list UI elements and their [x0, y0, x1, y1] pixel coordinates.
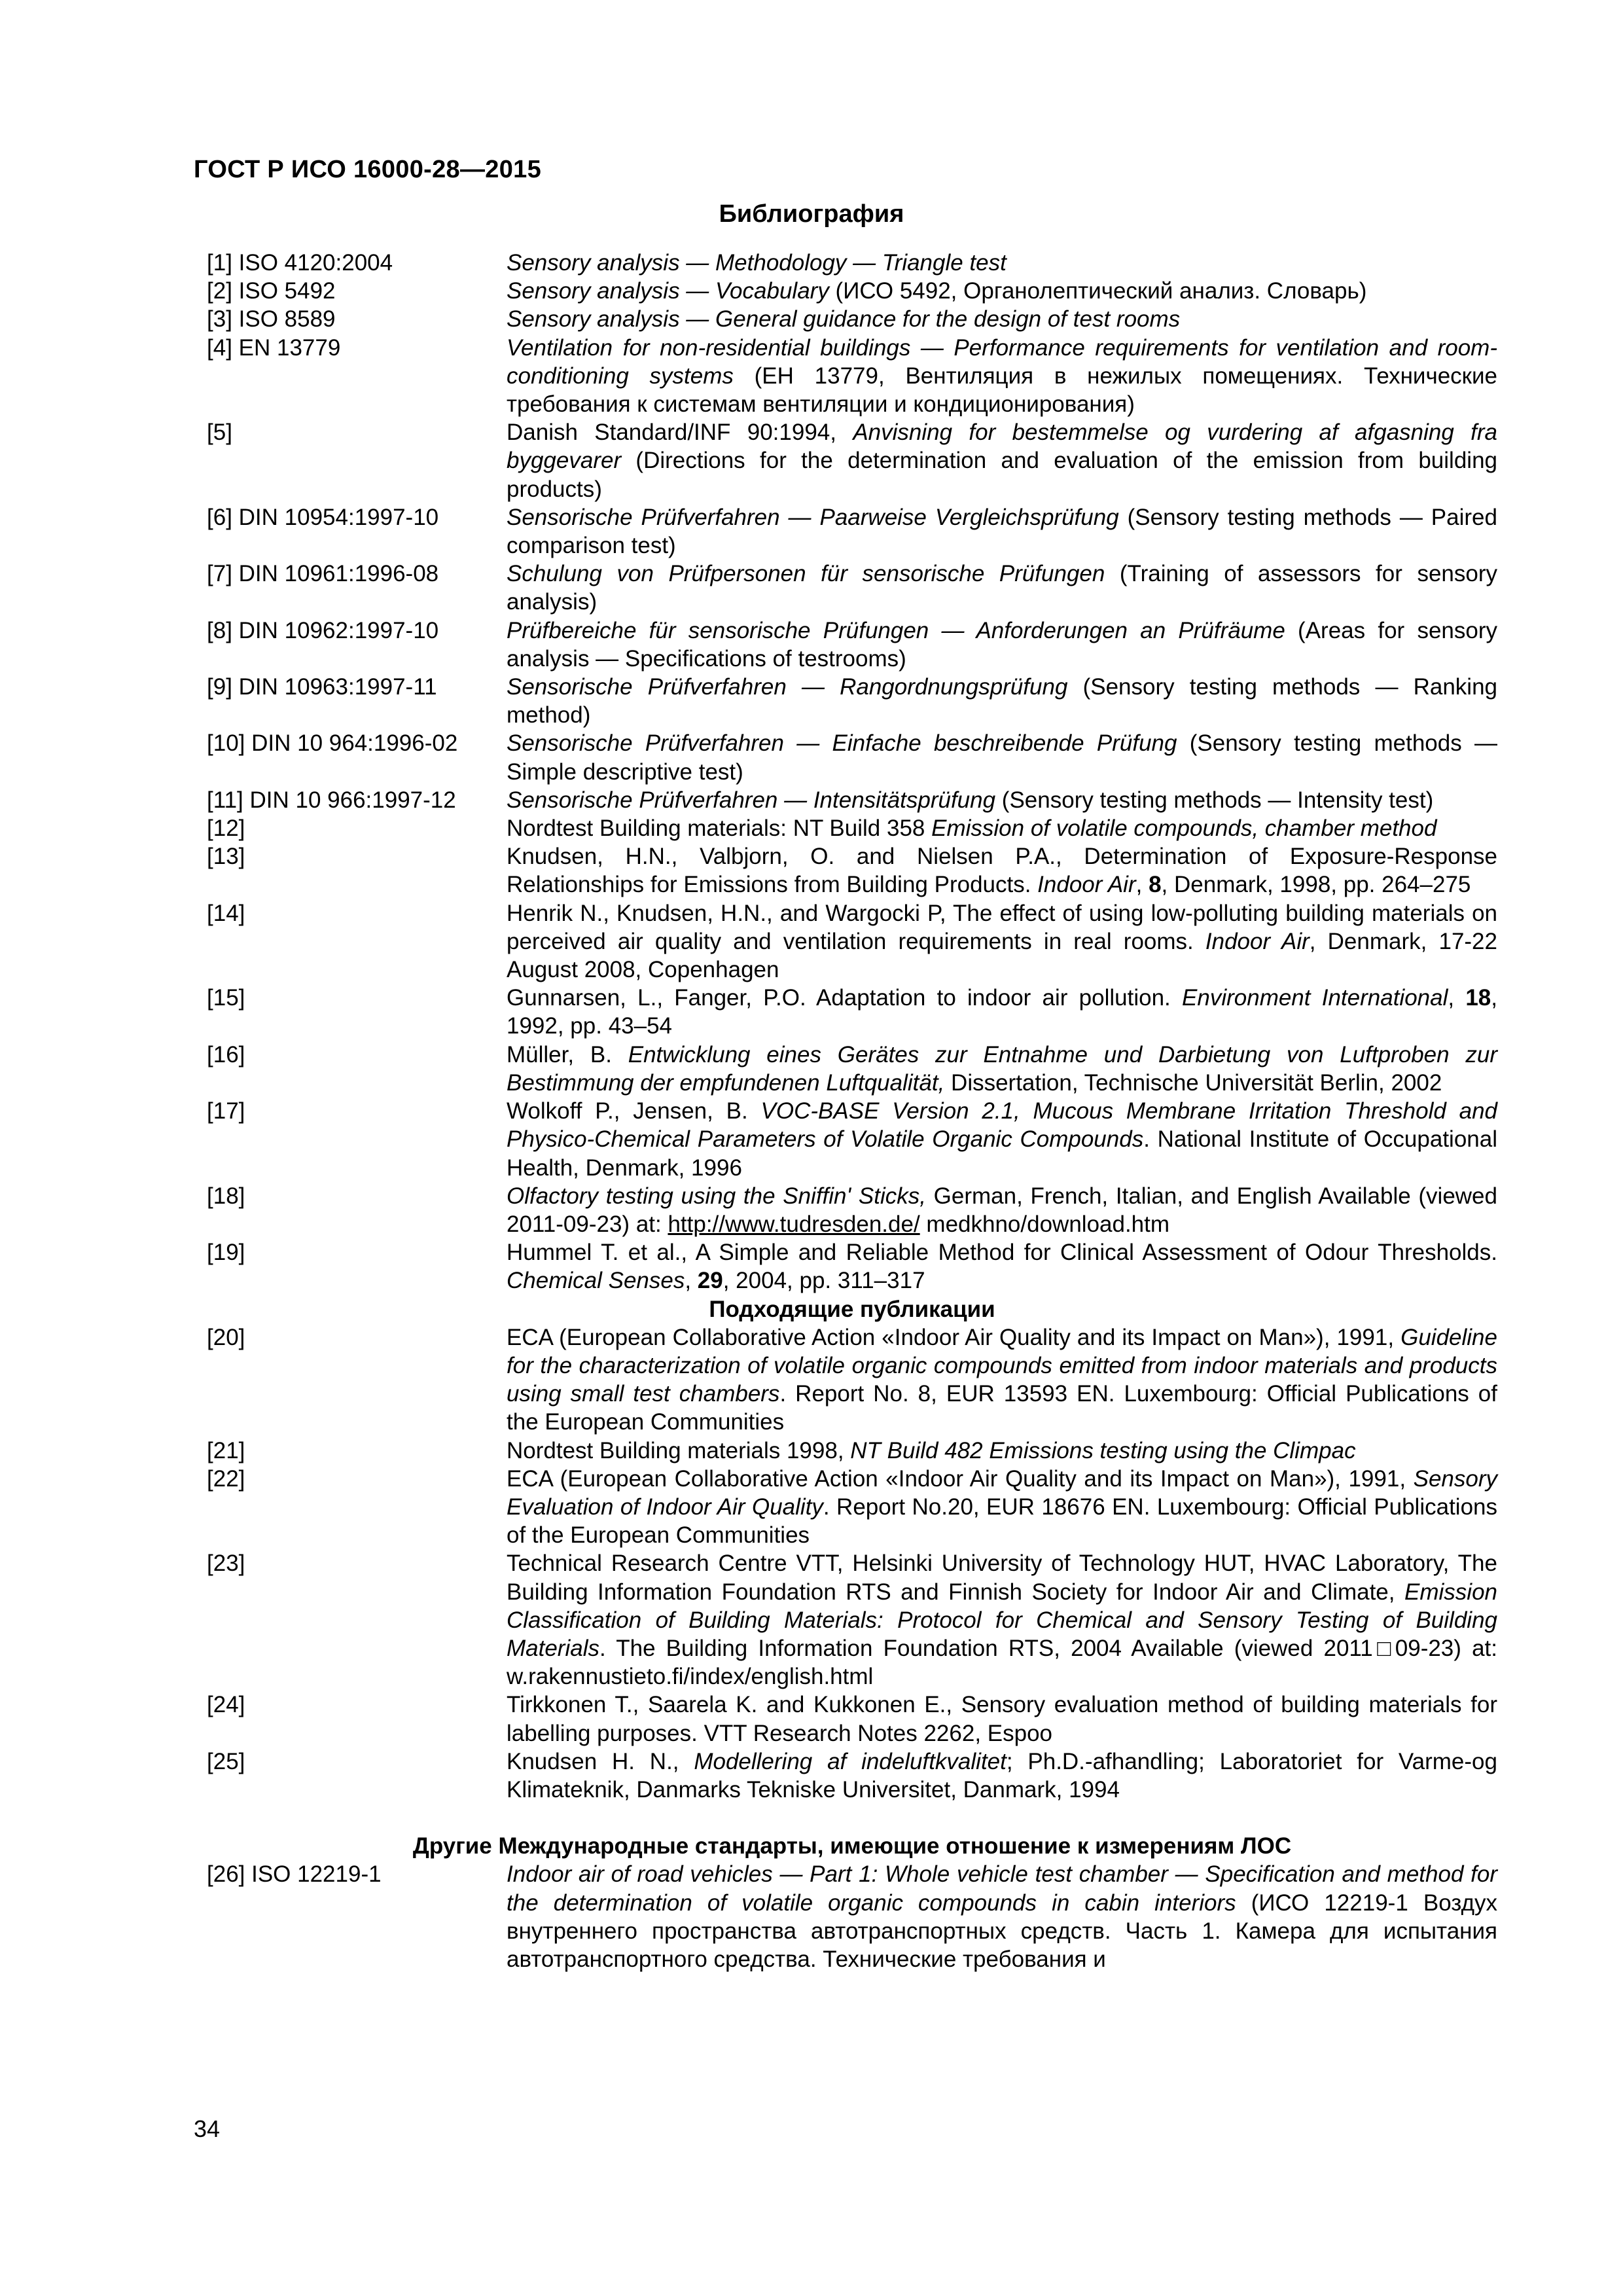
page-number: 34 — [194, 2115, 221, 2142]
entry-segment: (Training of assessors for sensory analysis) — [507, 561, 1497, 615]
entry-text — [507, 1748, 1497, 1804]
entry-segment: , 2004, pp. 311–317 — [722, 1268, 925, 1294]
section-heading: Другие Международные стандарты, имеющие отношение к измерениям ЛОС — [412, 1833, 1292, 1859]
entry-segment: Henrik N., Knudsen, H.N., and Wargocki P, The effect of using low-polluting building materials on perceived air quality and ventilation requirements in real rooms. — [507, 900, 1497, 954]
entry-segment: Sensorische Prüfverfahren — Rangordnungsprüfung — [507, 674, 1068, 700]
entry-segment: Sensorische Prüfverfahren — Intensitätsprüfung — [507, 787, 996, 813]
entry-text — [507, 418, 1497, 503]
entry-reference: [21] — [207, 1437, 245, 1463]
entry-reference: [3] ISO 8589 — [207, 306, 336, 332]
entry-text — [507, 249, 1497, 277]
entry-text — [507, 1465, 1497, 1550]
entry-text — [507, 560, 1497, 616]
entry-text — [507, 1437, 1497, 1465]
entry-segment: Ventilation for non-residential buildings — Performance requirements for ventilation and room-conditioning systems — [507, 334, 1497, 389]
entry-reference: [10] DIN 10 964:1996-02 — [207, 730, 458, 757]
entry-reference: [6] DIN 10954:1997-10 — [207, 504, 439, 530]
bibliography-entry — [207, 277, 1497, 305]
bibliography-entry — [207, 1691, 1497, 1747]
entry-reference: [11] DIN 10 966:1997-12 — [207, 787, 456, 813]
entry-segment: Guideline for the characterization of volatile organic compounds emitted from indoor materials and products using small test chambers — [507, 1324, 1497, 1407]
bibliography-entry — [207, 418, 1497, 503]
entry-reference: [8] DIN 10962:1997-10 — [207, 617, 439, 643]
entry-segment: Environment International — [1182, 985, 1448, 1011]
entry-segment: Indoor Air — [1037, 872, 1136, 898]
bibliography-entry — [207, 305, 1497, 333]
entry-text — [507, 277, 1497, 305]
entry-text — [507, 729, 1497, 785]
entry-reference: [4] EN 13779 — [207, 334, 341, 361]
entry-segment: VOC-BASE Version 2.1, Mucous Membrane Irritation Threshold and Physico-Chemical Parameters of Volatile Organic Compounds — [507, 1098, 1497, 1153]
entry-reference: [12] — [207, 816, 245, 842]
entry-reference: [13] — [207, 844, 245, 870]
entry-segment: Danish Standard/INF 90:1994, — [507, 420, 853, 446]
entry-text — [507, 1860, 1497, 1973]
entry-segment: (Areas for sensory analysis — Specifications of testrooms) — [507, 617, 1497, 672]
entry-segment: Emission Classification of Building Materials: Protocol for Chemical and Sensory Testing of Building Materials — [507, 1579, 1497, 1661]
entry-reference: [22] — [207, 1465, 245, 1492]
entry-segment: . Report No.20, EUR 18676 EN. Luxembourg: Official Publications of the European Communities — [507, 1494, 1497, 1549]
entry-segment: Nordtest Building materials: NT Build 358 — [507, 816, 932, 842]
entry-segment: Dissertation, Technische Universität Berlin, 2002 — [944, 1069, 1442, 1096]
entry-segment: 18 — [1465, 985, 1491, 1011]
entry-segment: Indoor Air — [1205, 928, 1310, 954]
entry-segment: (Sensory testing methods — Ranking method) — [507, 674, 1498, 728]
entry-segment: ; Ph.D.-afhandling; Laboratoriet for Varme-og Klimateknik, Danmarks Tekniske Universitet, Danmark, 1994 — [507, 1748, 1497, 1803]
entry-segment: , Denmark, 1998, pp. 264–275 — [1161, 872, 1471, 898]
entry-text — [507, 786, 1497, 814]
entry-segment: Prüfbereiche für sensorische Prüfungen — Anforderungen an Prüfräume — [507, 617, 1285, 643]
page-title: Библиография — [719, 200, 904, 228]
entry-text — [507, 814, 1497, 842]
bibliography-entry — [207, 1323, 1497, 1437]
entry-segment: (ИСО 5492, Органолептический анализ. Словарь) — [829, 278, 1367, 304]
entry-segment: Technical Research Centre VTT, Helsinki University of Technology HUT, HVAC Laboratory, The Building Information Foundation RTS and Finnish Society for Indoor Air and Climate, — [507, 1551, 1497, 1605]
entry-segment: Indoor air of road vehicles — Part 1: Whole vehicle test chamber — Specification and method for the determination of volatile organic compounds in cabin interiors — [507, 1861, 1497, 1916]
bibliography-entry — [207, 1465, 1497, 1550]
entry-reference: [7] DIN 10961:1996-08 — [207, 561, 439, 587]
entry-segment: , — [1448, 985, 1466, 1011]
entry-segment: Entwicklung eines Gerätes zur Entnahme und Darbietung von Luftproben zur Bestimmung der empfundenen Luftqualität, — [507, 1041, 1497, 1096]
entry-segment: Olfactory testing using the Sniffin' Sticks, — [507, 1183, 926, 1209]
entry-segment: Sensory analysis — General guidance for the design of test rooms — [507, 306, 1181, 332]
entry-text — [507, 503, 1497, 560]
bibliography-entry — [207, 814, 1497, 842]
bibliography-entry — [207, 786, 1497, 814]
entry-reference: [9] DIN 10963:1997-11 — [207, 674, 437, 700]
entry-text — [507, 1691, 1497, 1747]
entry-segment: Knudsen, H.N., Valbjorn, O. and Nielsen P.A., Determination of Exposure-Response Relationships for Emissions from Building Products. — [507, 844, 1497, 898]
bibliography-entry — [207, 1549, 1497, 1691]
entry-text — [507, 984, 1497, 1040]
bibliography-entry — [207, 1238, 1497, 1295]
entry-segment: NT Build 482 Emissions testing using the Climpac — [850, 1437, 1356, 1463]
bibliography-entry — [207, 560, 1497, 616]
entry-segment: Knudsen H. N., — [507, 1748, 694, 1774]
bibliography-list — [207, 249, 1497, 1973]
entry-segment: 29 — [697, 1268, 723, 1294]
entry-segment: Sensory analysis — Methodology — Triangle test — [507, 250, 1007, 276]
entry-segment: (Sensory testing methods — Simple descriptive test) — [507, 730, 1497, 785]
entry-segment: (Sensory testing methods — Paired comparison test) — [507, 504, 1497, 559]
entry-segment: . National Institute of Occupational Health, Denmark, 1996 — [507, 1126, 1497, 1181]
entry-segment: , — [1135, 872, 1149, 898]
entry-segment: . The Building Information Foundation RTS, 2004 Available (viewed 2011□09-23) at: w.rakennustieto.fi/index/english.html — [507, 1635, 1497, 1690]
entry-reference: [14] — [207, 900, 245, 926]
entry-segment: ECA (European Collaborative Action «Indoor Air Quality and its Impact on Man»), 1991, — [507, 1465, 1414, 1492]
entry-reference: [18] — [207, 1183, 245, 1209]
section-heading: Подходящие публикации — [709, 1296, 995, 1322]
entry-text — [507, 842, 1497, 899]
entry-segment: , 1992, pp. 43–54 — [507, 985, 1498, 1039]
entry-segment: Sensorische Prüfverfahren — Einfache beschreibende Prüfung — [507, 730, 1177, 757]
entry-reference: [5] — [207, 420, 232, 446]
entry-segment: Modellering af indeluftkvalitet — [694, 1748, 1007, 1774]
entry-segment: (ИСО 12219-1 Воздух внутреннего пространства автотранспортных средств. Часть 1. Камера для испытания автотранспортного средства. Технические требования и — [507, 1890, 1497, 1972]
entry-text — [507, 1097, 1497, 1182]
bibliography-entry — [207, 617, 1497, 673]
bibliography-entry — [207, 673, 1497, 729]
entry-segment: (Sensory testing methods — Intensity test) — [995, 787, 1434, 813]
bibliography-entry — [207, 334, 1497, 419]
entry-text — [507, 1238, 1497, 1295]
entry-segment: Schulung von Prüfpersonen für sensorische Prüfungen — [507, 561, 1105, 587]
bibliography-entry — [207, 1182, 1497, 1238]
entry-segment: Chemical Senses — [507, 1268, 685, 1294]
bibliography-entry — [207, 1860, 1497, 1973]
entry-segment: Müller, B. — [507, 1041, 628, 1067]
bibliography-entry — [207, 249, 1497, 277]
entry-segment: Sensorische Prüfverfahren — Paarweise Vergleichsprüfung — [507, 504, 1119, 530]
entry-link[interactable]: http://www.tudresden.de/ — [668, 1211, 920, 1237]
entry-text — [507, 1041, 1497, 1097]
entry-segment: 8 — [1149, 872, 1162, 898]
bibliography-entry — [207, 842, 1497, 899]
entry-segment: (EH 13779, Вентиляция в нежилых помещениях. Технические требования к системам вентиляции и кондиционирования) — [507, 363, 1497, 418]
bibliography-entry — [207, 984, 1497, 1040]
entry-segment: ECA (European Collaborative Action «Indoor Air Quality and its Impact on Man»), 1991, — [507, 1324, 1401, 1350]
entry-reference: [2] ISO 5492 — [207, 278, 336, 304]
entry-reference: [25] — [207, 1748, 245, 1774]
entry-segment: Tirkkonen T., Saarela K. and Kukkonen E., Sensory evaluation method of building materials for labelling purposes. VTT Research Notes 2262, Espoo — [507, 1692, 1497, 1746]
entry-segment: . Report No. 8, EUR 13593 EN. Luxembourg: Official Publications of the European Communities — [507, 1381, 1497, 1435]
entry-text — [507, 673, 1497, 729]
entry-text — [507, 305, 1497, 333]
entry-text — [507, 899, 1497, 984]
entry-segment: Sensory Evaluation of Indoor Air Quality — [507, 1465, 1497, 1520]
bibliography-entry — [207, 729, 1497, 785]
document-header: ГОСТ Р ИСО 16000-28—2015 — [194, 156, 542, 183]
entry-segment: (Directions for the determination and evaluation of the emission from building products) — [507, 448, 1497, 502]
entry-segment: Emission of volatile compounds, chamber method — [931, 816, 1437, 842]
entry-reference: [16] — [207, 1041, 245, 1067]
entry-reference: [19] — [207, 1240, 245, 1266]
entry-segment: Anvisning for bestemmelse og vurdering af afgasning fra byggevarer — [507, 420, 1498, 474]
entry-segment: Sensory analysis — Vocabulary — [507, 278, 829, 304]
entry-text — [507, 1323, 1497, 1437]
entry-segment: Nordtest Building materials 1998, — [507, 1437, 851, 1463]
bibliography-entry — [207, 1097, 1497, 1182]
bibliography-entry — [207, 1041, 1497, 1097]
entry-segment: Gunnarsen, L., Fanger, P.O. Adaptation to indoor air pollution. — [507, 985, 1183, 1011]
bibliography-entry — [207, 1437, 1497, 1465]
entry-reference: [1] ISO 4120:2004 — [207, 250, 393, 276]
entry-reference: [20] — [207, 1324, 245, 1350]
entry-segment: , — [685, 1268, 698, 1294]
entry-segment: , Denmark, 17-22 August 2008, Copenhagen — [507, 928, 1497, 983]
entry-reference: [15] — [207, 985, 245, 1011]
entry-segment: Wolkoff P., Jensen, B. — [507, 1098, 761, 1124]
entry-text — [507, 1182, 1497, 1238]
entry-segment: Hummel T. et al., A Simple and Reliable Method for Clinical Assessment of Odour Thresholds. — [507, 1240, 1497, 1266]
entry-text — [507, 334, 1497, 419]
bibliography-entry — [207, 1748, 1497, 1804]
bibliography-entry — [207, 899, 1497, 984]
entry-segment: German, French, Italian, and English Available (viewed 2011-09-23) at: — [507, 1183, 1497, 1237]
entry-text — [507, 617, 1497, 673]
bibliography-entry — [207, 503, 1497, 560]
entry-text — [507, 1549, 1497, 1691]
entry-segment: medkhno/download.htm — [919, 1211, 1170, 1237]
entry-reference: [17] — [207, 1098, 245, 1124]
entry-reference: [24] — [207, 1692, 245, 1718]
entry-reference: [26] ISO 12219-1 — [207, 1861, 382, 1888]
entry-reference: [23] — [207, 1551, 245, 1577]
